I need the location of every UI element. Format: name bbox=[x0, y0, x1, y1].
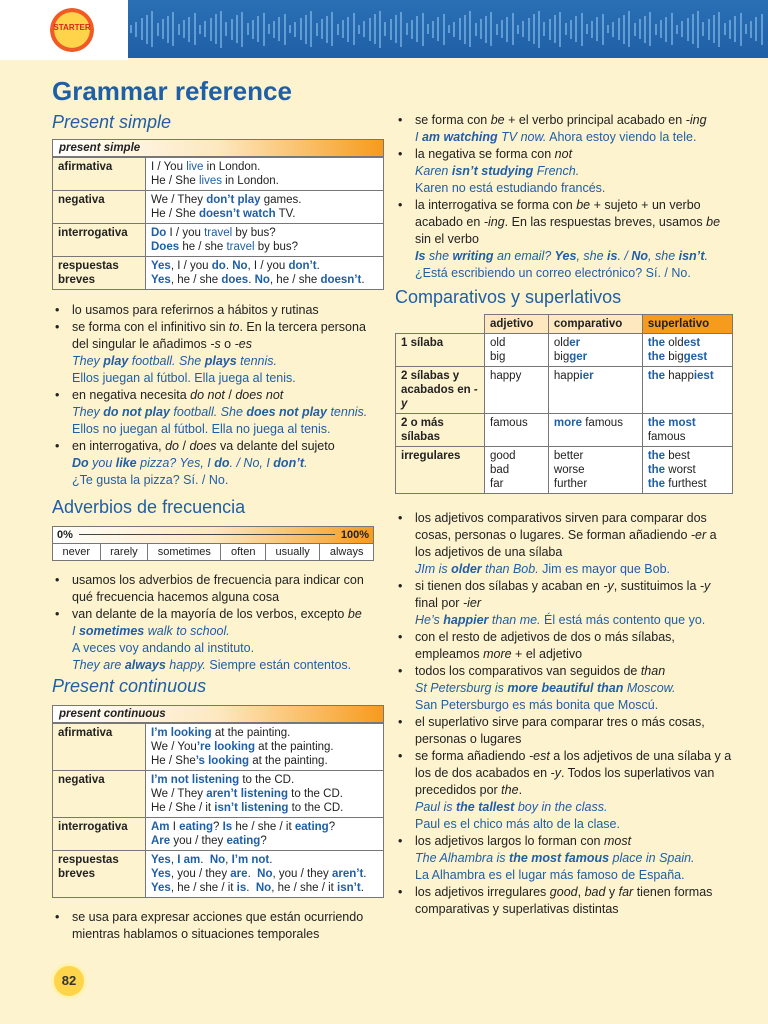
banner-stripe bbox=[305, 15, 307, 44]
banner-stripe bbox=[204, 21, 206, 37]
present-continuous-table bbox=[52, 705, 384, 898]
banner-stripe bbox=[490, 12, 492, 46]
banner-stripe bbox=[475, 23, 477, 36]
banner-stripe bbox=[172, 12, 174, 46]
banner-stripe bbox=[225, 22, 227, 36]
row-label: respuestas breves bbox=[53, 257, 146, 290]
banner-stripe bbox=[342, 20, 344, 38]
banner-stripe bbox=[702, 22, 704, 36]
list-item: • se usa para expresar acciones que están ocurriendo mientras hablamos o situaciones temporales bbox=[52, 909, 384, 943]
banner-stripe bbox=[231, 19, 233, 40]
banner-stripe bbox=[427, 24, 429, 34]
banner-stripe bbox=[639, 19, 641, 39]
banner-stripe bbox=[697, 11, 699, 48]
banner-stripe bbox=[178, 24, 180, 35]
banner-stripe bbox=[480, 19, 482, 39]
row-content: Yes, I / you do. No, I / you don’t. Yes, he / she does. No, he / she doesn’t. bbox=[146, 257, 384, 290]
banner-stripe bbox=[612, 22, 614, 37]
row-label: 2 sílabas y acabados en -y bbox=[396, 367, 485, 414]
banner-stripe bbox=[734, 16, 736, 42]
banner-stripe bbox=[644, 16, 646, 43]
banner-stripe bbox=[501, 20, 503, 38]
frequency-word: rarely bbox=[100, 544, 148, 560]
list-item: • los adjetivos comparativos sirven para comparar dos cosas, personas o lugares. Se forman añadiendo -er a los adjetivos de una sílaba JIm is older than Bob. Jim es mayor que Bob. bbox=[395, 510, 733, 578]
banner-stripe bbox=[554, 15, 556, 43]
banner-stripe bbox=[411, 20, 413, 39]
adjective-cell: happy bbox=[485, 367, 549, 414]
banner-stripe bbox=[268, 24, 270, 34]
present-simple-table bbox=[52, 139, 384, 290]
present-simple-heading: Present simple bbox=[52, 112, 172, 132]
banner-stripe bbox=[464, 15, 466, 44]
banner-stripe bbox=[750, 21, 752, 38]
banner-stripe bbox=[162, 19, 164, 39]
banner-stripe bbox=[363, 21, 365, 37]
table-row bbox=[53, 158, 384, 191]
banner-stripe bbox=[533, 14, 535, 44]
frequency-word: sometimes bbox=[147, 544, 220, 560]
row-label: 2 o más sílabas bbox=[396, 414, 485, 447]
adjective-cell: famous bbox=[485, 414, 549, 447]
present-continuous-table-header: present continuous bbox=[52, 705, 384, 723]
table-row bbox=[396, 367, 733, 414]
banner-stripe bbox=[289, 25, 291, 33]
row-content: I’m not listening to the CD. We / They aren’t listening to the CD. He / She / it isn’t listening to the CD. bbox=[146, 771, 384, 818]
banner-stripe bbox=[692, 14, 694, 44]
banner-stripe bbox=[210, 18, 212, 41]
comparative-cell: better worse further bbox=[548, 447, 642, 494]
banner-stripe bbox=[543, 22, 545, 36]
logo-area bbox=[0, 0, 128, 60]
banner-stripe bbox=[549, 19, 551, 40]
banner-stripe bbox=[761, 14, 763, 45]
banner-stripe bbox=[353, 13, 355, 45]
banner-stripe bbox=[655, 24, 657, 35]
list-item: • en negativa necesita do not / does not They do not play football. She does not play tennis. Ellos no juegan al fútbol. Ella no juega al tenis. bbox=[52, 387, 384, 438]
banner-stripe bbox=[252, 20, 254, 39]
banner-stripe bbox=[649, 12, 651, 46]
banner-stripe bbox=[337, 24, 339, 35]
banner-stripe bbox=[263, 13, 265, 46]
banner-stripe bbox=[512, 13, 514, 45]
present-continuous-rules bbox=[395, 112, 733, 282]
banner-stripe bbox=[517, 25, 519, 34]
banner-stripe bbox=[135, 22, 137, 37]
row-label: 1 sílaba bbox=[396, 334, 485, 367]
banner-stripe bbox=[194, 13, 196, 45]
adjective-cell: old big bbox=[485, 334, 549, 367]
banner-stripe bbox=[326, 16, 328, 43]
banner-stripe bbox=[718, 12, 720, 47]
comparatives-heading: Comparativos y superlativos bbox=[395, 287, 622, 307]
table-header-row bbox=[396, 315, 733, 334]
banner-stripe bbox=[496, 24, 498, 35]
banner-stripe bbox=[528, 18, 530, 41]
list-item: • todos los comparativos van seguidos de than St Petersburg is more beautiful than Moscow. San Petersburgo es más bonita que Moscú. bbox=[395, 663, 733, 714]
banner-stripe bbox=[485, 16, 487, 43]
banner-stripe bbox=[596, 17, 598, 41]
adverbs-heading: Adverbios de frecuencia bbox=[52, 497, 246, 517]
table-row bbox=[53, 818, 384, 851]
banner-stripe bbox=[708, 19, 710, 40]
frequency-scale bbox=[52, 526, 374, 561]
banner-stripe bbox=[660, 20, 662, 38]
banner-stripe bbox=[220, 11, 222, 48]
banner-stripe bbox=[236, 15, 238, 43]
row-content: Am I eating? Is he / she / it eating? Are you / they eating? bbox=[146, 818, 384, 851]
banner-stripe bbox=[300, 18, 302, 40]
row-label: negativa bbox=[53, 771, 146, 818]
banner-stripe bbox=[448, 25, 450, 33]
frequency-words bbox=[52, 544, 374, 561]
banner-stripe bbox=[406, 23, 408, 35]
row-content: I’m looking at the painting. We / You’re looking at the painting. He / She’s looking at the painting. bbox=[146, 724, 384, 771]
banner-stripe bbox=[257, 16, 259, 42]
banner-stripe bbox=[199, 25, 201, 34]
banner-stripe bbox=[130, 25, 132, 33]
banner-stripe bbox=[618, 18, 620, 40]
banner-stripe bbox=[146, 15, 148, 44]
comparative-cell: more famous bbox=[548, 414, 642, 447]
banner-stripe bbox=[581, 13, 583, 46]
present-simple-notes bbox=[52, 302, 384, 489]
banner-stripe bbox=[432, 21, 434, 38]
superlative-cell: the best the worst the furthest bbox=[642, 447, 732, 494]
list-item: • con el resto de adjetivos de dos o más sílabas, empleamos more + el adjetivo bbox=[395, 629, 733, 663]
row-label: interrogativa bbox=[53, 818, 146, 851]
list-item: • en interrogativa, do / does va delante del sujeto Do you like pizza? Yes, I do. / No, I don’t. ¿Te gusta la pizza? Sí. / No. bbox=[52, 438, 384, 489]
banner-stripe bbox=[665, 17, 667, 42]
superlative-cell: the happiest bbox=[642, 367, 732, 414]
adverbs-notes bbox=[52, 572, 384, 674]
frequency-word: always bbox=[319, 544, 373, 560]
banner-stripe bbox=[358, 25, 360, 34]
banner-stripe bbox=[188, 17, 190, 42]
banner-stripe bbox=[437, 17, 439, 41]
banner-stripe bbox=[390, 19, 392, 40]
page-number: 82 bbox=[54, 966, 84, 996]
list-item: • la interrogativa se forma con be + sujeto + un verbo acabado en -ing. En las respuestas breves, usamos be sin el verbo Is she writing an email? Yes, she is. / No, she isn’t. ¿Está escribiendo un correo electrónico? Sí. / No. bbox=[395, 197, 733, 282]
banner-stripe bbox=[575, 16, 577, 42]
present-continuous-notes bbox=[52, 909, 384, 943]
frequency-word: usually bbox=[265, 544, 319, 560]
table-row bbox=[53, 224, 384, 257]
banner-stripe bbox=[215, 14, 217, 44]
row-label: negativa bbox=[53, 191, 146, 224]
banner-stripe bbox=[506, 17, 508, 42]
table-row bbox=[396, 334, 733, 367]
banner-stripe bbox=[374, 14, 376, 44]
banner-stripe bbox=[729, 20, 731, 39]
list-item: • lo usamos para referirnos a hábitos y rutinas bbox=[52, 302, 384, 319]
banner-stripe bbox=[469, 11, 471, 47]
superlative-cell: the most famous bbox=[642, 414, 732, 447]
banner-stripe bbox=[273, 21, 275, 38]
banner-stripe bbox=[740, 13, 742, 46]
table-row bbox=[53, 191, 384, 224]
banner-stripe bbox=[681, 21, 683, 37]
banner-stripe bbox=[559, 12, 561, 47]
list-item: • se forma con be + el verbo principal acabado en -ing I am watching TV now. Ahora estoy viendo la tele. bbox=[395, 112, 733, 146]
page-title: Grammar reference bbox=[52, 76, 292, 106]
banner-stripe bbox=[538, 11, 540, 48]
frequency-word: often bbox=[220, 544, 265, 560]
frequency-scale-bar bbox=[52, 526, 374, 544]
banner-stripe bbox=[623, 15, 625, 44]
banner-stripe bbox=[453, 22, 455, 37]
banner-stripe bbox=[745, 24, 747, 34]
starter-logo bbox=[48, 6, 96, 54]
present-continuous-heading: Present continuous bbox=[52, 676, 207, 696]
banner-stripe bbox=[687, 18, 689, 41]
list-item: • usamos los adverbios de frecuencia para indicar con qué frecuencia hacemos alguna cosa bbox=[52, 572, 384, 606]
banner-stripe bbox=[183, 20, 185, 38]
row-label: respuestas breves bbox=[53, 851, 146, 898]
banner-stripe bbox=[724, 23, 726, 35]
table-row bbox=[53, 257, 384, 290]
banner-stripe bbox=[586, 24, 588, 34]
banner-stripe bbox=[369, 18, 371, 41]
banner-stripe bbox=[602, 14, 604, 45]
banner-stripe bbox=[634, 23, 636, 36]
row-label: afirmativa bbox=[53, 724, 146, 771]
banner-stripe bbox=[422, 13, 424, 46]
banner-stripe bbox=[310, 11, 312, 47]
banner-stripe bbox=[157, 23, 159, 36]
adjective-cell: good bad far bbox=[485, 447, 549, 494]
banner-stripe bbox=[247, 23, 249, 35]
banner-stripe bbox=[241, 12, 243, 47]
banner-stripe bbox=[671, 13, 673, 45]
scale-start-label: 0% bbox=[57, 529, 73, 541]
banner-stripe bbox=[321, 19, 323, 39]
list-item: • los adjetivos irregulares good, bad y far tienen formas comparativas y superlativas distintas bbox=[395, 884, 733, 918]
banner-stripe bbox=[316, 23, 318, 36]
banner-stripe bbox=[607, 25, 609, 33]
banner-stripe bbox=[151, 11, 153, 47]
scale-end-label: 100% bbox=[340, 529, 369, 541]
banner-stripe bbox=[522, 21, 524, 37]
table-row bbox=[53, 771, 384, 818]
column-header: superlativo bbox=[642, 315, 732, 334]
comparative-cell: happier bbox=[548, 367, 642, 414]
banner-stripe bbox=[591, 21, 593, 38]
banner-stripe bbox=[628, 11, 630, 47]
banner-stripe bbox=[379, 11, 381, 48]
list-item: • se forma añadiendo -est a los adjetivos de una sílaba y a los de dos acabados en -y. Todos los superlativos van precedidos por the. Paul is the tallest boy in the class. Paul es el chico más alto de la clase. bbox=[395, 748, 733, 833]
logo-text: STARTER bbox=[53, 23, 91, 32]
row-content: Do I / you travel by bus? Does he / she travel by bus? bbox=[146, 224, 384, 257]
banner-stripe bbox=[755, 17, 757, 41]
comparative-cell: older bigger bbox=[548, 334, 642, 367]
banner-stripe bbox=[395, 15, 397, 43]
table-row bbox=[53, 851, 384, 898]
superlative-cell: the oldest the biggest bbox=[642, 334, 732, 367]
banner-stripe bbox=[294, 22, 296, 37]
row-content: We / They don’t play games. He / She doesn’t watch TV. bbox=[146, 191, 384, 224]
banner-stripe bbox=[570, 20, 572, 39]
list-item: • los adjetivos largos lo forman con most The Alhambra is the most famous place in Spain. La Alhambra es el lugar más famoso de España. bbox=[395, 833, 733, 884]
row-content: I / You live in London. He / She lives in London. bbox=[146, 158, 384, 191]
scale-arrow-icon bbox=[79, 529, 335, 535]
column-header: adjetivo bbox=[485, 315, 549, 334]
row-content: Yes, I am. No, I’m not. Yes, you / they are. No, you / they aren’t. Yes, he / she / it is. No, he / she / it isn’t. bbox=[146, 851, 384, 898]
table-row bbox=[396, 447, 733, 494]
banner-stripe bbox=[347, 17, 349, 42]
banner-stripe bbox=[331, 12, 333, 46]
table-row bbox=[53, 724, 384, 771]
list-item: • la negativa se forma con not Karen isn’t studying French. Karen no está estudiando francés. bbox=[395, 146, 733, 197]
present-simple-table-header: present simple bbox=[52, 139, 384, 157]
banner-stripe bbox=[459, 18, 461, 40]
banner-stripe bbox=[713, 15, 715, 43]
frequency-word: never bbox=[62, 546, 91, 558]
list-item: • si tienen dos sílabas y acaban en -y, sustituimos la -y final por -ier He’s happier than me. Él está más contento que yo. bbox=[395, 578, 733, 629]
banner-stripe bbox=[167, 16, 169, 43]
banner-stripe bbox=[676, 25, 678, 34]
comparatives-notes bbox=[395, 510, 733, 918]
row-label: afirmativa bbox=[53, 158, 146, 191]
banner-stripe bbox=[443, 14, 445, 45]
banner-stripe bbox=[384, 22, 386, 36]
banner-stripe bbox=[565, 23, 567, 35]
list-item: • el superlativo sirve para comparar tres o más cosas, personas o lugares bbox=[395, 714, 733, 748]
table-row bbox=[396, 414, 733, 447]
banner-stripe bbox=[278, 17, 280, 41]
banner-stripe bbox=[400, 12, 402, 47]
list-item: • se forma con el infinitivo sin to. En la tercera persona del singular le añadimos -s o -es They play football. She plays tennis. Ellos juegan al fútbol. Ella juega al tenis. bbox=[52, 319, 384, 387]
column-header: comparativo bbox=[548, 315, 642, 334]
row-label: interrogativa bbox=[53, 224, 146, 257]
comparatives-table bbox=[395, 314, 733, 494]
banner-stripe bbox=[416, 16, 418, 42]
list-item: • van delante de la mayoría de los verbos, excepto be I sometimes walk to school. A veces voy andando al instituto. They are always happy. Siempre están contentos. bbox=[52, 606, 384, 674]
banner-stripe bbox=[284, 14, 286, 45]
banner-stripe bbox=[141, 18, 143, 40]
row-label: irregulares bbox=[396, 447, 485, 494]
